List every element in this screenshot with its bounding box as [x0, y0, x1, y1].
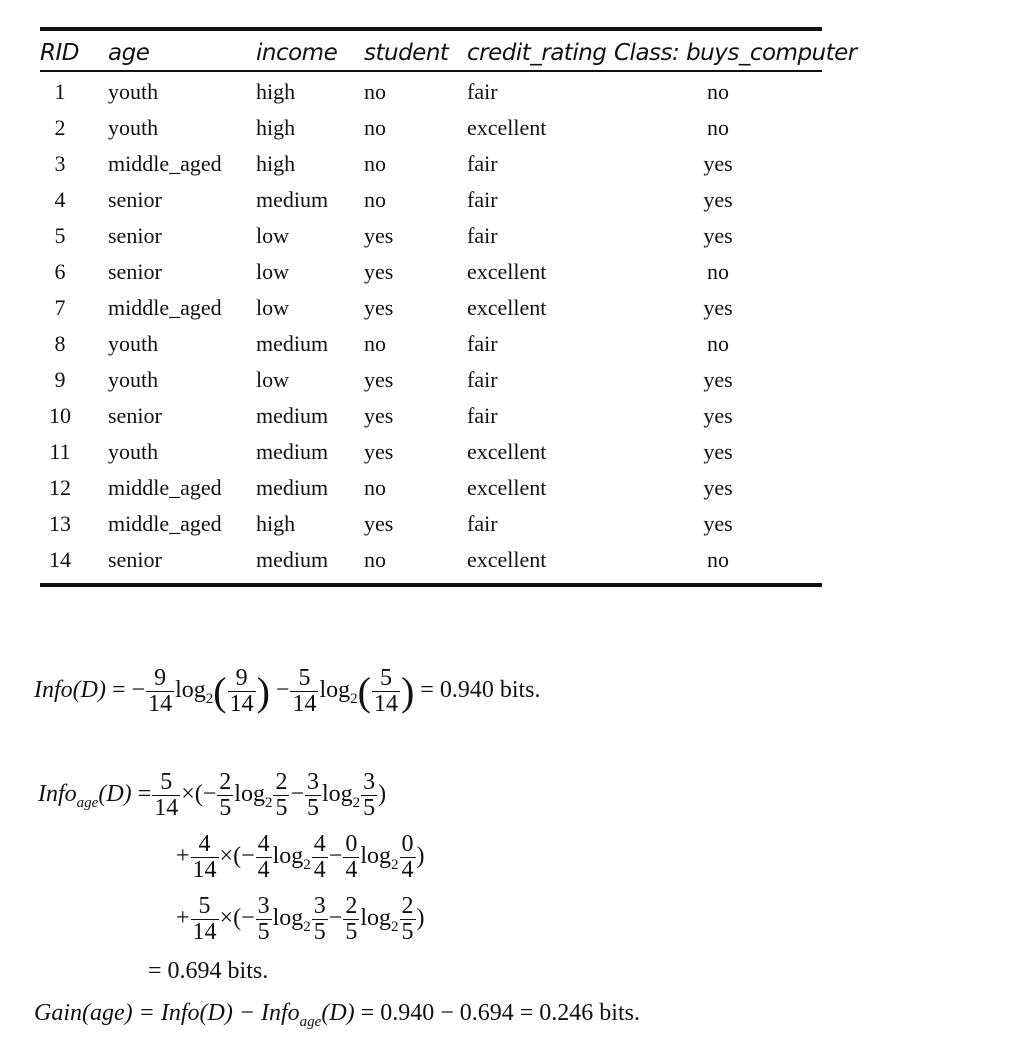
table-cell: yes: [364, 511, 394, 536]
table-cell: fair: [467, 79, 498, 104]
table-cell: fair: [467, 367, 498, 392]
table-cell: 12: [49, 475, 71, 500]
table-cell: youth: [108, 79, 159, 104]
fraction: $\frac{9}{14}$: [229, 665, 254, 718]
table-cell: no: [707, 331, 729, 356]
table-cell: senior: [108, 187, 162, 212]
info-age-line-2: + $\frac{4}{14}$ ×(− $\frac{4}{4}$ $\log_2$ $\frac{4}{4}$ − $\frac{0}{4}$ $\log_2$ $\frac{0}{4}$ ): [176, 831, 425, 884]
table-row: [0, 367, 1032, 403]
table-cell: yes: [364, 403, 394, 428]
table-cell: middle_aged: [108, 151, 222, 176]
table-cell: yes: [703, 151, 733, 176]
info-age-line-3: + $\frac{5}{14}$ ×(− $\frac{3}{5}$ $\log_2$ $\frac{3}{5}$ − $\frac{2}{5}$ $\log_2$ $\frac{2}{5}$ ): [176, 893, 425, 946]
table-cell: low: [256, 367, 289, 392]
table-cell: senior: [108, 223, 162, 248]
table-cell: no: [364, 187, 386, 212]
table-row: [0, 223, 1032, 259]
table-cell: no: [364, 79, 386, 104]
table-cell: yes: [703, 295, 733, 320]
table-cell: high: [256, 115, 296, 140]
table-cell: no: [707, 79, 729, 104]
table-cell: yes: [364, 223, 394, 248]
table-cell: no: [707, 115, 729, 140]
table-cell: yes: [703, 187, 733, 212]
table-cell: medium: [256, 403, 329, 428]
table-cell: youth: [108, 115, 159, 140]
table-cell: 8: [54, 331, 66, 356]
table-cell: yes: [364, 439, 394, 464]
header-age: age: [108, 40, 150, 66]
table-cell: middle_aged: [108, 295, 222, 320]
table-cell: yes: [703, 439, 733, 464]
table-cell: excellent: [467, 439, 547, 464]
table-cell: excellent: [467, 475, 547, 500]
table-cell: 14: [49, 547, 71, 572]
table-cell: 11: [49, 439, 71, 464]
table-cell: fair: [467, 151, 498, 176]
table-cell: medium: [256, 439, 329, 464]
table-cell: high: [256, 151, 296, 176]
table-cell: no: [364, 151, 386, 176]
table-cell: no: [707, 547, 729, 572]
table-cell: youth: [108, 439, 159, 464]
header-income: income: [256, 40, 338, 66]
table-cell: yes: [364, 259, 394, 284]
table-row: [0, 403, 1032, 439]
table-cell: 1: [54, 79, 66, 104]
table-row: [0, 547, 1032, 583]
table-cell: 7: [54, 295, 66, 320]
fraction: $\frac{5}{14}$: [292, 665, 317, 718]
table-cell: senior: [108, 547, 162, 572]
table-cell: excellent: [467, 115, 547, 140]
table-cell: no: [364, 115, 386, 140]
table-row: [0, 115, 1032, 151]
info-d-lhs: Info(D): [34, 677, 106, 704]
table-cell: excellent: [467, 547, 547, 572]
table-cell: high: [256, 511, 296, 536]
table-cell: excellent: [467, 295, 547, 320]
table-row: [0, 511, 1032, 547]
table-cell: fair: [467, 331, 498, 356]
table-row: [0, 331, 1032, 367]
table-cell: low: [256, 295, 289, 320]
table-cell: senior: [108, 403, 162, 428]
header-class: Class: buys_computer: [614, 40, 857, 66]
header-credit-rating: credit_rating: [467, 40, 607, 66]
fraction: $\frac{9}{14}$: [148, 665, 173, 718]
table-cell: youth: [108, 331, 159, 356]
table-cell: excellent: [467, 259, 547, 284]
table-cell: fair: [467, 223, 498, 248]
table-cell: fair: [467, 187, 498, 212]
table-header-rule: [40, 70, 822, 72]
table-cell: 2: [54, 115, 66, 140]
table-cell: no: [364, 475, 386, 500]
table-row: [0, 79, 1032, 115]
table-cell: fair: [467, 403, 498, 428]
table-cell: no: [364, 547, 386, 572]
table-cell: senior: [108, 259, 162, 284]
table-cell: yes: [703, 223, 733, 248]
table-row: [0, 295, 1032, 331]
table-cell: fair: [467, 511, 498, 536]
table-cell: youth: [108, 367, 159, 392]
table-cell: middle_aged: [108, 475, 222, 500]
fraction: $\frac{5}{14}$: [373, 665, 398, 718]
table-bottom-rule: [40, 583, 822, 587]
table-cell: yes: [703, 475, 733, 500]
table-cell: yes: [703, 511, 733, 536]
table-cell: 4: [54, 187, 66, 212]
table-cell: no: [707, 259, 729, 284]
info-d-result: = 0.940 bits.: [420, 677, 541, 704]
info-d-eq: =: [111, 677, 126, 704]
header-rid: RID: [40, 40, 79, 66]
table-cell: 9: [54, 367, 66, 392]
table-cell: yes: [703, 403, 733, 428]
table-row: [0, 151, 1032, 187]
info-age-result: = 0.694 bits.: [148, 958, 269, 984]
equation-gain-age: Gain(age) = Info(D) − Info$_{age}$(D) = 0.940 − 0.694 = 0.246 bits.: [34, 1000, 640, 1030]
table-top-rule: [40, 27, 822, 31]
table-cell: yes: [364, 295, 394, 320]
table-cell: medium: [256, 547, 329, 572]
table-row: [0, 439, 1032, 475]
table-cell: yes: [703, 367, 733, 392]
table-cell: 13: [49, 511, 71, 536]
table-row: [0, 259, 1032, 295]
table-cell: 10: [49, 403, 71, 428]
table-row: [0, 475, 1032, 511]
table-cell: yes: [364, 367, 394, 392]
header-student: student: [364, 40, 449, 66]
table-cell: medium: [256, 331, 329, 356]
table-cell: medium: [256, 475, 329, 500]
table-cell: medium: [256, 187, 329, 212]
table-row: [0, 187, 1032, 223]
table-cell: high: [256, 79, 296, 104]
table-cell: low: [256, 259, 289, 284]
table-cell: middle_aged: [108, 511, 222, 536]
table-cell: 6: [54, 259, 66, 284]
table-cell: 5: [54, 223, 66, 248]
table-cell: low: [256, 223, 289, 248]
table-cell: no: [364, 331, 386, 356]
info-age-line-1: Info$_{age}$(D) = $\frac{5}{14}$ ×(− $\frac{2}{5}$ $\log_2$ $\frac{2}{5}$ − $\frac{3}{5}$ $\log_2$ $\frac{3}{5}$ ): [38, 769, 387, 822]
table-cell: 3: [54, 151, 66, 176]
equation-info-d: Info(D) = − $\frac{9}{14}$ $\log_2$( $\frac{9}{14}$ ) − $\frac{5}{14}$ $\log_2$( $\frac{5}{14}$ ) = 0.940 bits.: [34, 665, 541, 718]
